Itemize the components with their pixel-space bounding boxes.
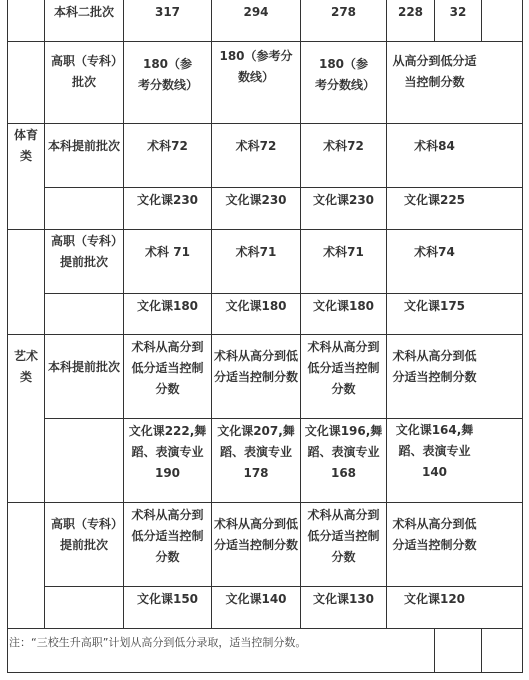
score-cell: 文化课230	[312, 192, 375, 207]
score-cell: 术科71	[323, 244, 364, 259]
score-cell: 术科72	[147, 138, 188, 153]
score-cell: 术科从高分到低分适当控制分数	[307, 507, 380, 564]
score-cell: 术科从高分到低分适当控制分数	[131, 507, 204, 564]
score-cell: 文化课207,舞蹈、表演专业178	[217, 423, 295, 480]
score-cell: 术科从高分到低分适当控制分数	[307, 339, 380, 396]
score-cell: 文化课130	[312, 591, 375, 606]
score-cell: 从高分到低分适当控制分数	[392, 54, 477, 89]
score-cell: 术科 71	[145, 244, 190, 259]
score-cell: 294	[243, 4, 269, 19]
score-cell: 文化课196,舞蹈、表演专业168	[304, 423, 383, 480]
batch-label: 高职（专科）提前批次	[50, 234, 117, 269]
score-cell: 文化课230	[136, 192, 199, 207]
col-divider	[481, 0, 482, 42]
batch-label: 本科提前批次	[47, 138, 120, 153]
group-label-sports: 体育类	[14, 128, 39, 163]
score-cell: 180（参考分数线）	[138, 57, 199, 92]
score-cell: 180（参考分数线）	[315, 57, 376, 92]
score-cell: 180（参考分数线）	[219, 49, 293, 84]
score-cell: 278	[330, 4, 357, 19]
score-cell: 文化课230	[225, 192, 287, 207]
score-cell: 文化课120	[403, 591, 466, 606]
score-cell: 文化课175	[403, 298, 466, 313]
score-cell: 术科71	[235, 244, 277, 259]
score-cell: 文化课150	[136, 591, 199, 606]
score-cell: 术科72	[323, 138, 364, 153]
score-cell: 文化课140	[225, 591, 287, 606]
score-cell: 术科从高分到低分适当控制分数	[392, 517, 477, 552]
score-cell: 317	[154, 4, 181, 19]
score-cell: 术科74	[414, 244, 455, 259]
score-cell: 文化课222,舞蹈、表演专业190	[128, 423, 207, 480]
score-cell: 术科72	[235, 138, 277, 153]
score-cell: 术科84	[414, 138, 455, 153]
score-cell: 32	[449, 4, 467, 19]
table-note: 注：“三校生升高职”计划从高分到低分录取，适当控制分数。	[9, 636, 307, 649]
batch-label: 本科二批次	[53, 4, 114, 19]
batch-label: 高职（专科）提前批次	[50, 517, 117, 552]
score-cell: 术科从高分到低分适当控制分数	[392, 349, 477, 384]
row-divider	[7, 628, 523, 629]
score-cell: 术科从高分到低分适当控制分数	[213, 349, 298, 384]
score-cell: 文化课180	[312, 298, 375, 313]
batch-label: 本科提前批次	[47, 359, 120, 374]
score-cell: 文化课225	[403, 192, 466, 207]
table-border-right	[522, 0, 523, 672]
score-cell: 文化课180	[136, 298, 199, 313]
score-cell: 术科从高分到低分适当控制分数	[131, 339, 204, 396]
score-cell: 文化课180	[225, 298, 287, 313]
table-border-bottom	[7, 672, 523, 673]
col-divider	[481, 628, 482, 672]
batch-label: 高职（专科）批次	[50, 54, 117, 89]
score-cell: 228	[397, 4, 424, 19]
group-label-art: 艺术类	[14, 349, 39, 384]
score-cell: 文化课164,舞蹈、表演专业140	[395, 422, 474, 479]
score-cell: 术科从高分到低分适当控制分数	[213, 517, 298, 552]
col-divider	[434, 628, 435, 672]
